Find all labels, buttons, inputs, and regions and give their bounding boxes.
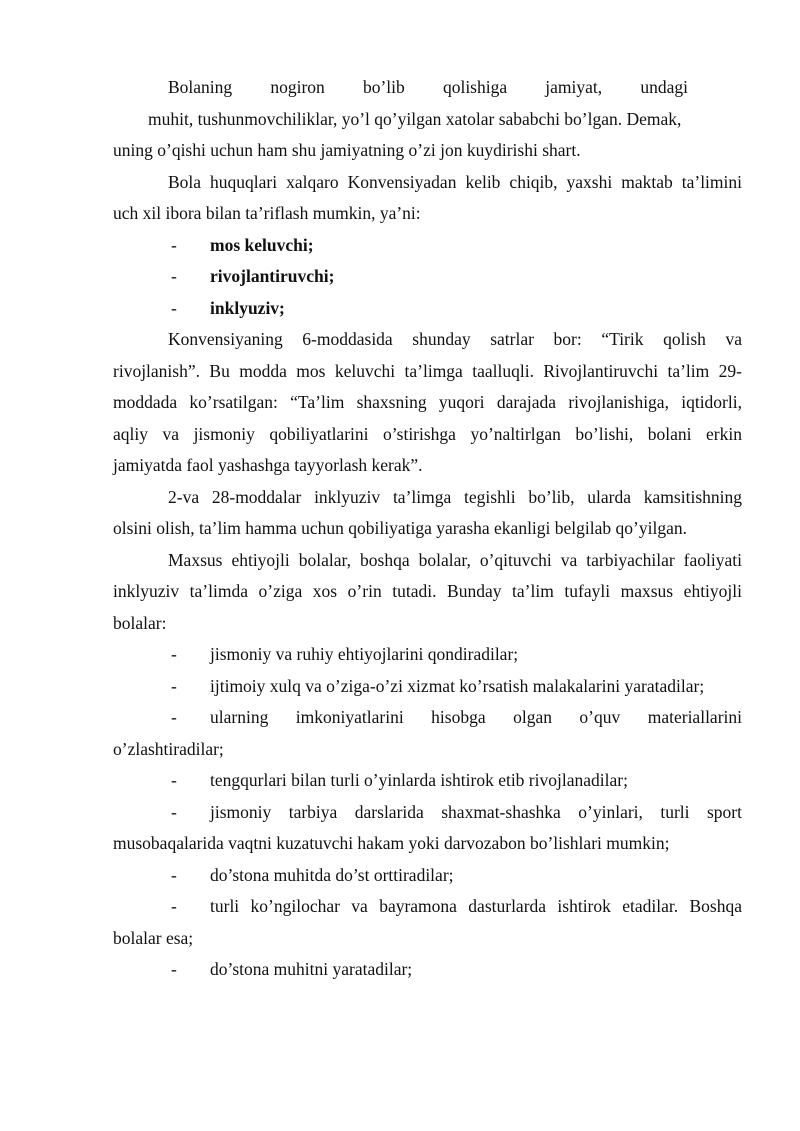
list-item-text: ijtimoiy xulq va o’ziga-o’zi xizmat ko’rsatish malakalarini yaratadilar; — [210, 675, 705, 696]
list-item-text: inklyuziv; — [210, 297, 285, 318]
paragraph-1-line-2: muhit, tushunmovchiliklar, yo’l qo’yilgan xatolar sababchi bo’lgan. Demak, — [148, 108, 682, 129]
list-item-continuation: o’zlashtiradilar; — [113, 738, 224, 759]
word: undagi — [640, 77, 688, 97]
list-item-text: mos keluvchi; — [210, 234, 314, 255]
paragraph-1-line-3: uning o’qishi uchun ham shu jamiyatning o’zi jon kuydirishi shart. — [113, 140, 581, 160]
bold-list-item — [113, 230, 742, 262]
bold-list-item — [113, 293, 742, 325]
list-item — [113, 891, 742, 923]
list-item-text: turli ko’ngilochar va bayramona dasturlarda ishtirok etadilar. Boshqa — [210, 896, 742, 916]
paragraph-4-line-2: olsini olish, ta’lim hamma uchun qobiliyatiga yarasha ekanligi belgilab qo’yilgan. — [113, 518, 687, 538]
list-item-continuation: musobaqalarida vaqtni kuzatuvchi hakam yoki darvozabon bo’lishlari mumkin; — [113, 833, 670, 853]
paragraph-2-line-1: Bola huquqlari xalqaro Konvensiyadan kelib chiqib, yaxshi maktab ta’limini — [168, 171, 742, 192]
list-item-text: rivojlantiruvchi; — [210, 266, 335, 286]
list-item-continuation: bolalar esa; — [113, 927, 194, 948]
dash-marker: - — [171, 801, 177, 822]
paragraph-3-line-1: Konvensiyaning 6-moddasida shunday satrlar bor: “Tirik qolish va — [168, 329, 742, 349]
paragraph-3-line-2: rivojlanish”. Bu modda mos keluvchi ta’limga taalluqli. Rivojlantiruvchi ta’lim 29- — [113, 360, 742, 381]
paragraph-5-line-3: bolalar: — [113, 612, 167, 633]
list-item-text: do’stona muhitda do’st orttiradilar; — [210, 864, 454, 885]
paragraph-5-line-1: Maxsus ehtiyojli bolalar, boshqa bolalar, o’qituvchi va tarbiyachilar faoliyati — [168, 549, 742, 570]
word: nogiron — [270, 77, 325, 97]
paragraph-2-line-2: uch xil ibora bilan ta’riflash mumkin, ya’ni: — [113, 203, 421, 223]
word: qolishiga — [442, 77, 508, 97]
word: Bolaning — [168, 77, 233, 97]
paragraph-3-line-5: jamiyatda faol yashashga tayyorlash kerak”. — [113, 455, 423, 475]
list-item — [113, 671, 742, 703]
dash-marker: - — [171, 234, 177, 255]
list-item — [113, 954, 742, 986]
list-item — [113, 765, 742, 797]
list-item-text: jismoniy va ruhiy ehtiyojlarini qondiradilar; — [210, 644, 519, 664]
document-page — [113, 72, 742, 986]
dash-marker: - — [171, 675, 177, 696]
paragraph-1-line-1 — [113, 72, 688, 104]
paragraph-4-line-1: 2-va 28-moddalar inklyuziv ta’limga tegishli bo’lib, ularda kamsitishning — [168, 486, 742, 507]
word: jamiyat, — [545, 77, 603, 97]
dash-marker: - — [171, 707, 177, 727]
list-item-text: jismoniy tarbiya darslarida shaxmat-shashka o’yinlari, turli sport — [210, 801, 742, 822]
list-item-text: do’stona muhitni yaratadilar; — [210, 959, 413, 979]
dash-marker: - — [171, 297, 177, 318]
list-item — [113, 860, 742, 892]
list-item — [113, 639, 742, 671]
dash-marker: - — [171, 266, 177, 286]
dash-marker: - — [171, 770, 177, 790]
list-item-text: tengqurlari bilan turli o’yinlarda ishtirok etib rivojlanadilar; — [210, 770, 628, 790]
paragraph-3-line-3: moddada ko’rsatilgan: “Ta’lim shaxsning yuqori darajada rivojlanishiga, iqtidorli, — [113, 392, 742, 412]
dash-marker: - — [171, 644, 177, 664]
list-item-text: ularning imkoniyatlarini hisobga olgan o’quv materiallarini — [210, 707, 742, 727]
word: bo’lib — [362, 77, 405, 97]
dash-marker: - — [171, 959, 177, 979]
dash-marker: - — [171, 864, 177, 885]
list-item — [113, 702, 742, 734]
paragraph-3-line-4: aqliy va jismoniy qobiliyatlarini o’stirishga yo’naltirlgan bo’lishi, bolani erkin — [113, 423, 742, 444]
list-item — [113, 797, 742, 829]
bold-list-item — [113, 261, 742, 293]
paragraph-5-line-2: inklyuziv ta’limda o’ziga xos o’rin tutadi. Bunday ta’lim tufayli maxsus ehtiyojli — [113, 581, 742, 601]
dash-marker: - — [171, 896, 177, 916]
